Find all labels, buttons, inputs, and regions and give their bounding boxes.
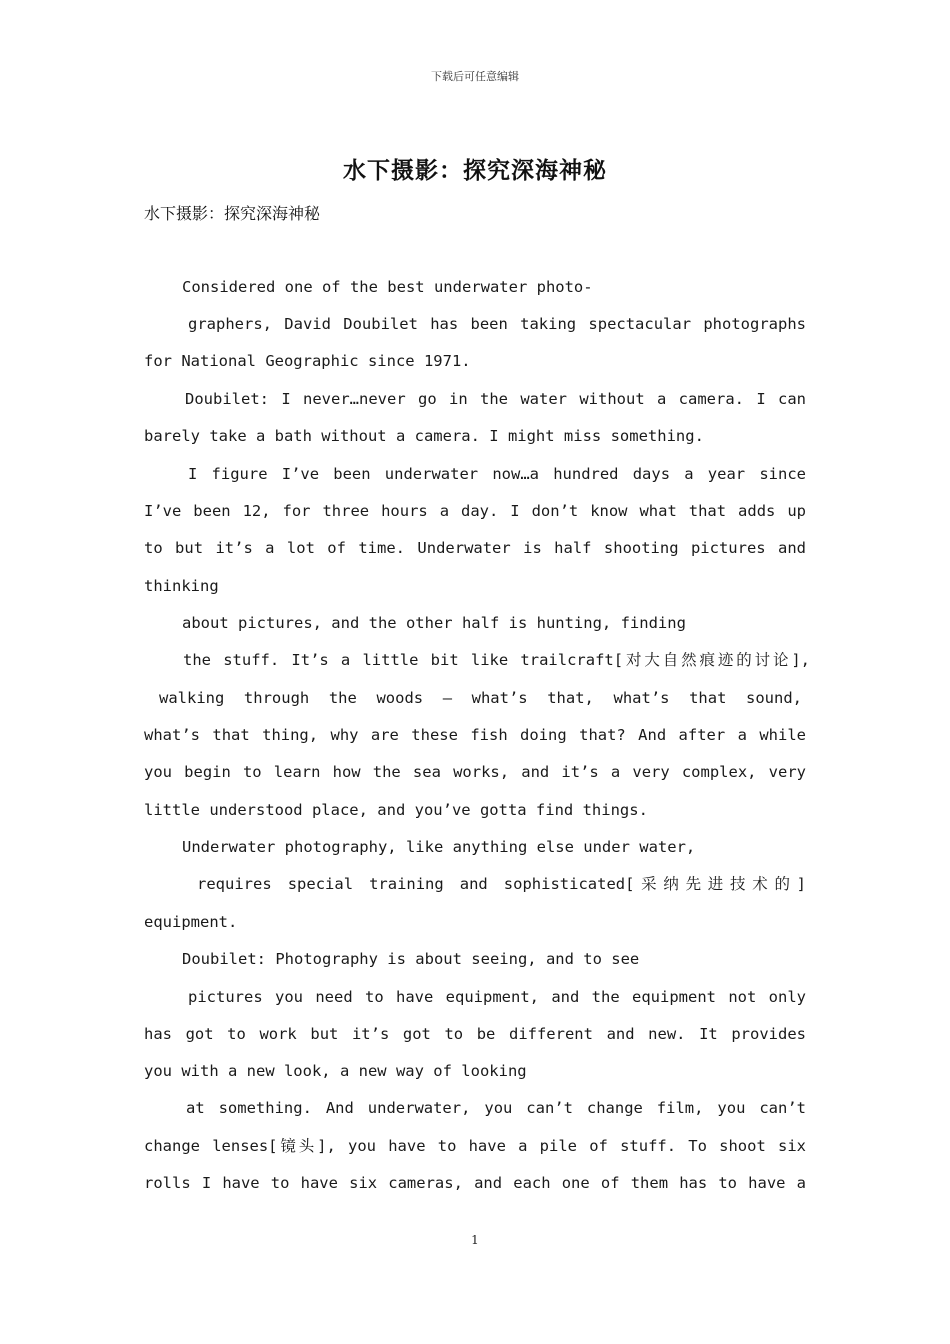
body-line: I’ve been 12, for three hours a day. I don’t know what that adds up (144, 502, 806, 520)
body-line: what’s that thing, why are these fish doing that? And after a while (144, 726, 806, 744)
body-line: you with a new look, a new way of looking (144, 1062, 527, 1080)
body-line: to but it’s a lot of time. Underwater is half shooting pictures and (144, 539, 806, 557)
body-line: requires special training and sophisticated[采纳先进技术的] (197, 875, 806, 893)
body-line: barely take a bath without a camera. I might miss something. (144, 427, 704, 445)
body-line: has got to work but it’s got to be different and new. It provides (144, 1025, 806, 1043)
body-line: about pictures, and the other half is hunting, finding (182, 614, 686, 632)
body-line: walking through the woods – what’s that, what’s that sound, (159, 689, 802, 707)
body-line: rolls I have to have six cameras, and each one of them has to have a (144, 1174, 806, 1192)
body-line: Doubilet: Photography is about seeing, and to see (182, 950, 640, 968)
body-line: at something. And underwater, you can’t change film, you can’t (186, 1099, 806, 1117)
body-line: Doubilet: I never…never go in the water without a camera. I can (185, 390, 806, 408)
body-line: I figure I’ve been underwater now…a hundred days a year since (188, 465, 806, 483)
document-subtitle: 水下摄影：探究深海神秘 (144, 204, 321, 223)
body-line: pictures you need to have equipment, and the equipment not only (188, 988, 806, 1006)
body-line: Considered one of the best underwater photo- (182, 278, 593, 296)
body-line: equipment. (144, 913, 238, 931)
body-line: the stuff. It’s a little bit like trailcraft[对大自然痕迹的讨论], (183, 651, 810, 669)
body-line: change lenses[镜头], you have to have a pile of stuff. To shoot six (144, 1137, 806, 1155)
body-line: graphers, David Doubilet has been taking spectacular photographs (188, 315, 806, 333)
body-line: little understood place, and you’ve gotta find things. (144, 801, 648, 819)
page-header-note: 下载后可任意编辑 (431, 70, 519, 83)
body-line: for National Geographic since 1971. (144, 352, 471, 370)
body-line: thinking (144, 577, 219, 595)
document-title: 水下摄影：探究深海神秘 (343, 158, 607, 184)
body-line: Underwater photography, like anything else under water, (182, 838, 696, 856)
page-number: 1 (471, 1233, 479, 1247)
body-line: you begin to learn how the sea works, and it’s a very complex, very (144, 763, 806, 781)
